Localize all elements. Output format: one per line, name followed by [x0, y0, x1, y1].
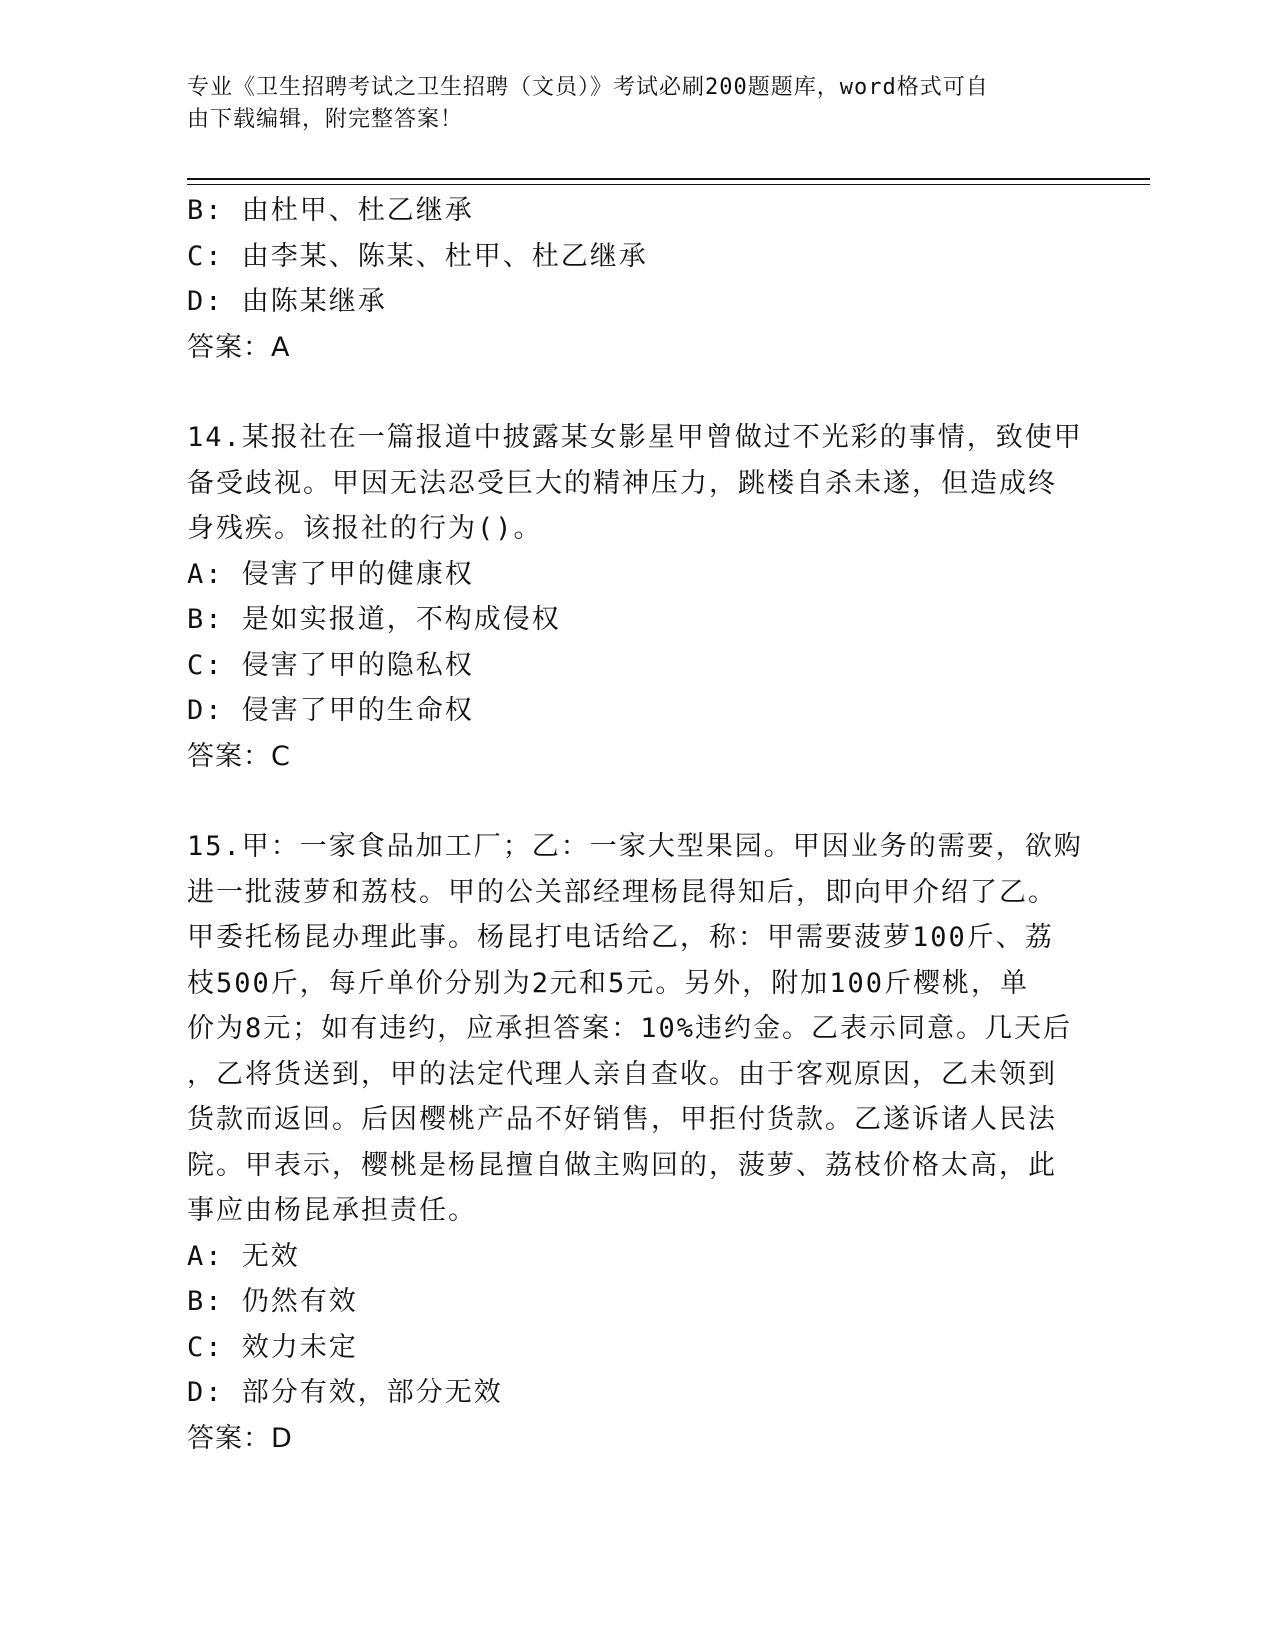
question-14: [187, 415, 1087, 779]
header-divider-thin: [187, 184, 1150, 185]
question-stem-line: 事应由杨昆承担责任。: [187, 1195, 477, 1226]
spacer: [187, 370, 1087, 415]
question-stem-line: 15.甲：一家食品加工厂；乙：一家大型果园。甲因业务的需要，欲购: [187, 831, 1083, 862]
question-stem-line: 14.某报社在一篇报道中披露某女影星甲曾做过不光彩的事情，致使甲: [187, 422, 1083, 453]
header-divider: [187, 178, 1150, 180]
answer: 答案：A: [187, 331, 291, 363]
option-c: C: 效力未定: [187, 1331, 358, 1363]
question-15: [187, 824, 1087, 1461]
question-stem-line: 进一批菠萝和荔枝。甲的公关部经理杨昆得知后，即向甲介绍了乙。: [187, 876, 1057, 908]
question-13-tail: [187, 188, 1087, 370]
option-a: A: 侵害了甲的健康权: [187, 558, 474, 590]
option-b: B: 是如实报道，不构成侵权: [187, 604, 561, 635]
question-stem-line: 身残疾。该报社的行为()。: [187, 513, 543, 544]
option-d: D: 部分有效，部分无效: [187, 1377, 503, 1408]
question-stem-line: 价为8元；如有违约，应承担答案：10%违约金。乙表示同意。几天后: [187, 1013, 1073, 1044]
question-stem-line: 货款而返回。后因樱桃产品不好销售，甲拒付货款。乙遂诉诸人民法: [187, 1104, 1057, 1135]
spacer: [187, 779, 1087, 824]
option-d: D: 侵害了甲的生命权: [187, 695, 474, 726]
question-list: [187, 188, 1087, 1461]
question-stem-line: 备受歧视。甲因无法忍受巨大的精神压力，跳楼自杀未遂，但造成终: [187, 467, 1057, 499]
question-stem-line: 枝500斤，每斤单价分别为2元和5元。另外，附加100斤樱桃，单: [187, 967, 1030, 999]
option-d: D: 由陈某继承: [187, 286, 387, 317]
answer: 答案：D: [187, 1422, 293, 1454]
option-c: C: 侵害了甲的隐私权: [187, 649, 474, 681]
option-a: A: 无效: [187, 1240, 300, 1272]
header-line: 专业《卫生招聘考试之卫生招聘（文员）》考试必刷200题题库，word格式可自: [187, 75, 989, 100]
question-stem-line: 甲委托杨昆办理此事。杨昆打电话给乙，称：甲需要菠萝100斤、荔: [187, 922, 1054, 953]
question-stem-line: 院。甲表示，樱桃是杨昆擅自做主购回的，菠萝、荔枝价格太高，此: [187, 1149, 1057, 1181]
option-c: C: 由李某、陈某、杜甲、杜乙继承: [187, 240, 648, 272]
header-line: 由下载编辑，附完整答案！: [187, 107, 464, 132]
answer: 答案：C: [187, 740, 291, 772]
option-b: B: 仍然有效: [187, 1286, 358, 1317]
option-b: B: 由杜甲、杜乙继承: [187, 195, 474, 226]
question-stem-line: ，乙将货送到，甲的法定代理人亲自查收。由于客观原因，乙未领到: [187, 1058, 1057, 1090]
document-header: [187, 72, 1087, 136]
